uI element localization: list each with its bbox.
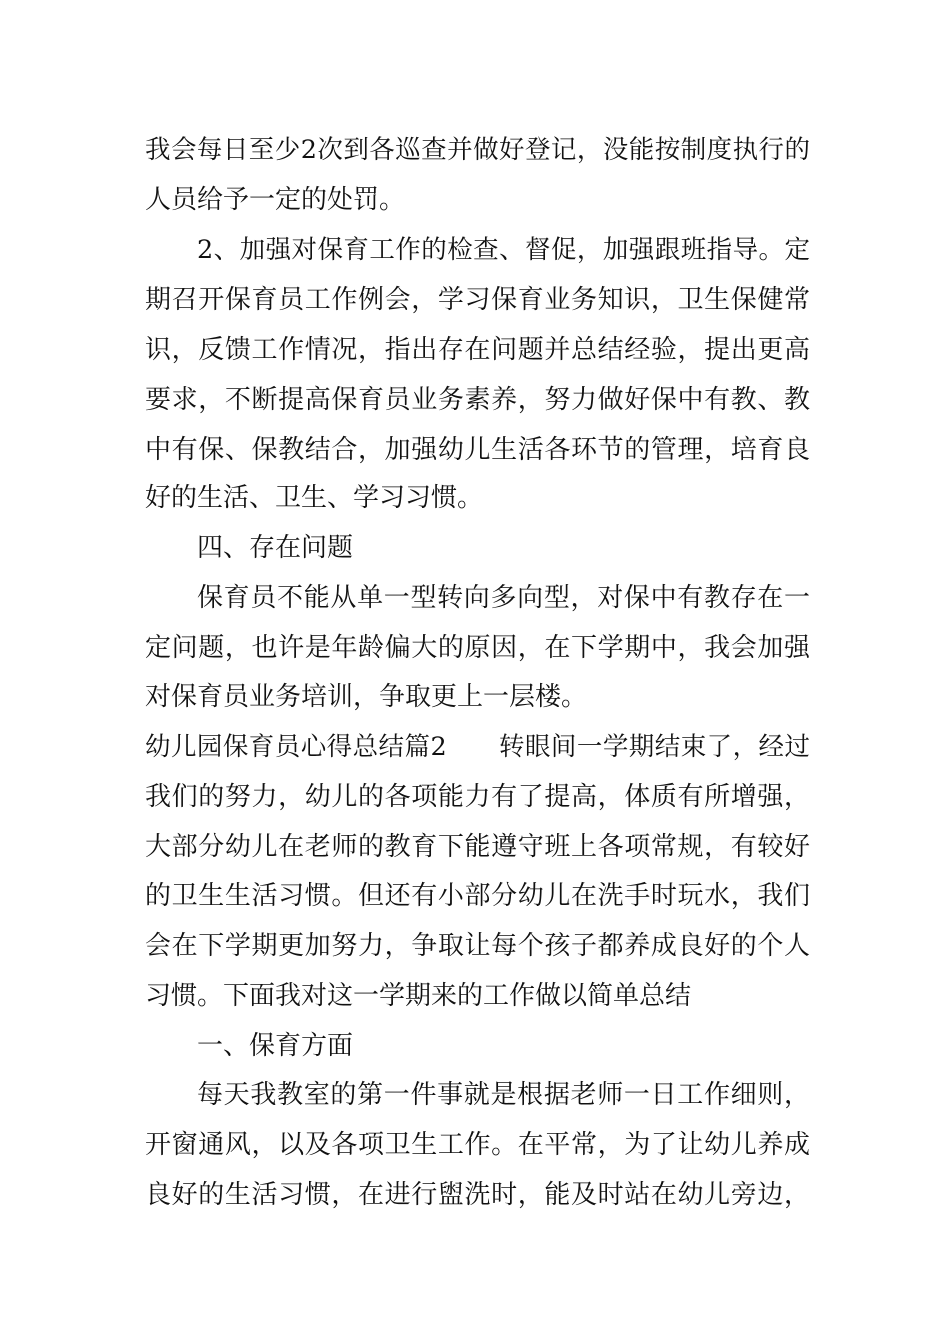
section-heading: 一、保育方面	[197, 1031, 354, 1061]
text-line: 好的生活、卫生、学习习惯。	[145, 483, 484, 513]
text-line: 定问题，也许是年龄偏大的原因，在下学期中，我会加强	[145, 633, 810, 663]
text-line: 大部分幼儿在老师的教育下能遵守班上各项常规，有较好	[145, 832, 810, 862]
text-line: 会在下学期更加努力，争取让每个孩子都养成良好的个人	[145, 931, 810, 961]
text-line: 我们的努力，幼儿的各项能力有了提高，体质有所增强，	[145, 782, 810, 812]
text-line: 良好的生活习惯，在进行盥洗时，能及时站在幼儿旁边，	[145, 1180, 810, 1210]
text-line: 中有保、保教结合，加强幼儿生活各环节的管理，培育良	[145, 435, 810, 465]
text-line: 我会每日至少2次到各巡查并做好登记，没能按制度执行的	[145, 135, 810, 165]
text-line: 的卫生生活习惯。但还有小部分幼儿在洗手时玩水，我们	[145, 881, 810, 911]
section-heading: 四、存在问题	[197, 533, 354, 563]
text-line: 习惯。下面我对这一学期来的工作做以简单总结	[145, 981, 692, 1011]
text-line: 人员给予一定的处罚。	[145, 185, 406, 215]
text-line: 期召开保育员工作例会，学习保育业务知识，卫生保健常	[145, 285, 810, 315]
text-line: 每天我教室的第一件事就是根据老师一日工作细则，	[197, 1080, 810, 1110]
text-line: 要求，不断提高保育员业务素养，努力做好保中有教、教	[145, 385, 810, 415]
article-title-line: 幼儿园保育员心得总结篇2 转眼间一学期结束了，经过	[145, 732, 810, 762]
text-line: 识，反馈工作情况，指出存在问题并总结经验，提出更高	[145, 335, 810, 365]
text-line: 保育员不能从单一型转向多向型，对保中有教存在一	[197, 583, 810, 613]
text-line: 2、加强对保育工作的检查、督促，加强跟班指导。定	[197, 235, 810, 265]
text-line: 对保育员业务培训，争取更上一层楼。	[145, 682, 588, 712]
text-line: 开窗通风，以及各项卫生工作。在平常，为了让幼儿养成	[145, 1130, 810, 1160]
